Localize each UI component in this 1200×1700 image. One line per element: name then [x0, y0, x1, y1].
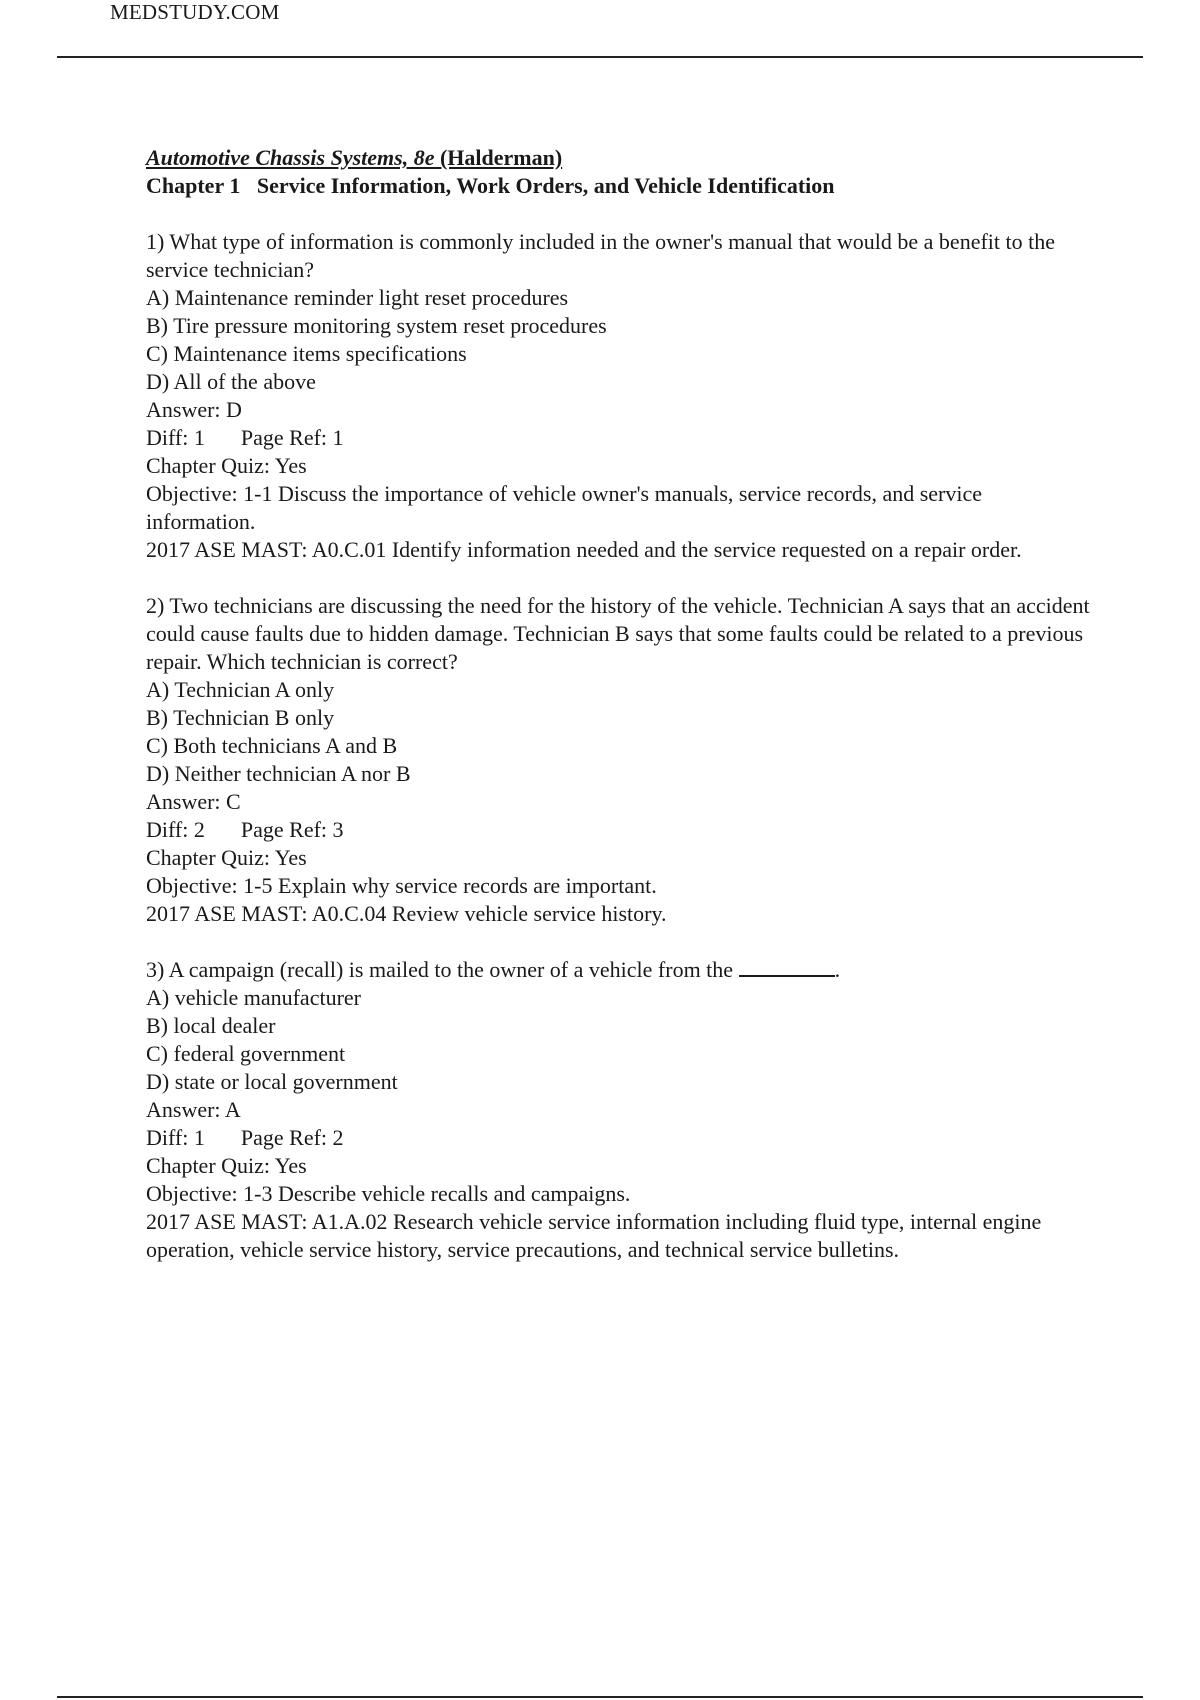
footer-divider [57, 1696, 1143, 1698]
option-b: B) Tire pressure monitoring system reset procedures [146, 313, 607, 338]
difficulty: Diff: 2 [146, 817, 205, 842]
question-1 [146, 228, 1091, 564]
question-stem-line [146, 956, 1091, 984]
option-a: A) Technician A only [146, 677, 335, 702]
ase-standard: 2017 ASE MAST: A1.A.02 Research vehicle service information including fluid type, internal engine operation, vehicle service history, service precautions, and technical service bulletins. [146, 1209, 1042, 1262]
book-title [146, 144, 1091, 172]
site-header: MEDSTUDY.COM [110, 0, 280, 24]
option-a: A) vehicle manufacturer [146, 985, 361, 1010]
option-b: B) local dealer [146, 1013, 276, 1038]
page-ref: Page Ref: 3 [240, 817, 344, 842]
option-c: C) Both technicians A and B [146, 733, 398, 758]
option-a: A) Maintenance reminder light reset procedures [146, 285, 569, 310]
chapter-quiz: Chapter Quiz: Yes [146, 453, 307, 478]
document-body [146, 144, 1091, 1264]
question-2 [146, 592, 1091, 928]
diff-page-ref [146, 816, 1091, 844]
chapter-title: Service Information, Work Orders, and Vehicle Identification [256, 173, 835, 198]
difficulty: Diff: 1 [146, 425, 205, 450]
objective: Objective: 1-1 Discuss the importance of vehicle owner's manuals, service records, and service information. [146, 481, 982, 534]
page-ref: Page Ref: 1 [240, 425, 344, 450]
difficulty: Diff: 1 [146, 1125, 205, 1150]
diff-page-ref [146, 1124, 1091, 1152]
book-title-name: Automotive Chassis Systems, 8e [146, 145, 435, 170]
fill-in-blank [739, 957, 835, 977]
chapter-quiz: Chapter Quiz: Yes [146, 1153, 307, 1178]
chapter-label: Chapter 1 [146, 173, 241, 198]
answer: Answer: A [146, 1097, 241, 1122]
objective: Objective: 1-5 Explain why service records are important. [146, 873, 657, 898]
question-stem: 1) What type of information is commonly included in the owner's manual that would be a benefit to the service technician? [146, 229, 1056, 282]
option-d: D) All of the above [146, 369, 316, 394]
objective: Objective: 1-3 Describe vehicle recalls and campaigns. [146, 1181, 631, 1206]
option-c: C) Maintenance items specifications [146, 341, 467, 366]
ase-standard: 2017 ASE MAST: A0.C.04 Review vehicle service history. [146, 901, 667, 926]
ase-standard: 2017 ASE MAST: A0.C.01 Identify information needed and the service requested on a repair order. [146, 537, 1022, 562]
answer: Answer: C [146, 789, 241, 814]
question-stem: 2) Two technicians are discussing the need for the history of the vehicle. Technician A says that an accident could cause faults due to hidden damage. Technician B says that some faults could be related to a previous repair. Which technician is correct? [146, 593, 1090, 674]
question-stem: 3) A campaign (recall) is mailed to the owner of a vehicle from the [146, 957, 734, 982]
option-c: C) federal government [146, 1041, 346, 1066]
book-author: (Halderman) [439, 145, 563, 170]
option-d: D) Neither technician A nor B [146, 761, 411, 786]
option-b: B) Technician B only [146, 705, 335, 730]
chapter-heading [146, 172, 1091, 200]
answer: Answer: D [146, 397, 242, 422]
question-3 [146, 956, 1091, 1264]
diff-page-ref [146, 424, 1091, 452]
option-d: D) state or local government [146, 1069, 398, 1094]
header-divider [57, 56, 1143, 58]
page-ref: Page Ref: 2 [240, 1125, 344, 1150]
stem-end: . [834, 957, 841, 982]
chapter-quiz: Chapter Quiz: Yes [146, 845, 307, 870]
